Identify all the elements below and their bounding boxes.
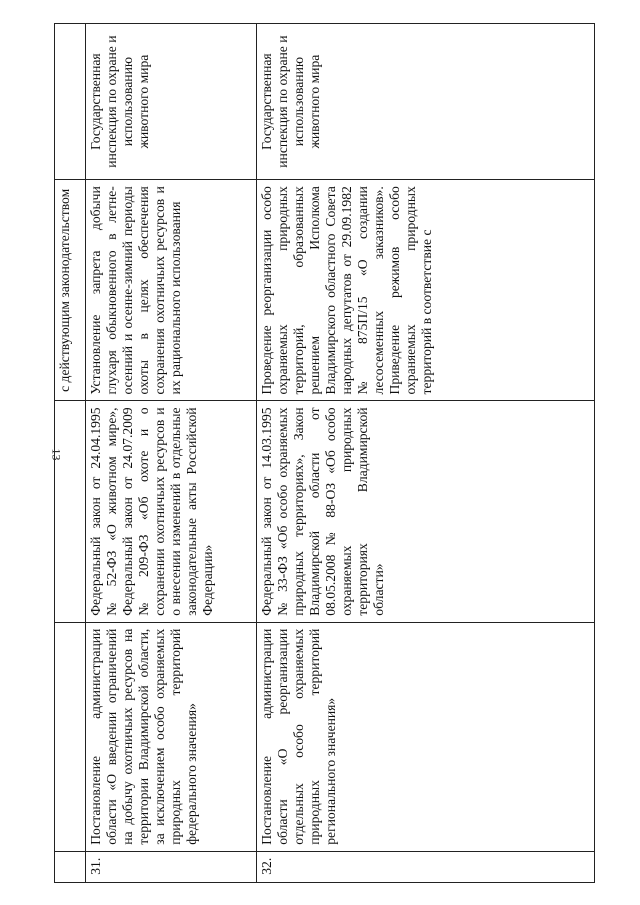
row-number: 32. <box>257 851 595 882</box>
page-number: 13 <box>49 448 64 461</box>
legal-basis-cell: Федеральный закон от 24.04.1995 № 52-ФЗ «О животном мире», Федеральный закон от 24.07.2009 № 209-ФЗ «Об охоте и о сохранении охотничьих ресурсов и о внесении изменений в отдельные законодательные акты Российской Федерации» <box>86 401 257 622</box>
document-title-cell: Постановление администрации области «О реорганизации отдельных особо охраняемых природных территорий регионального значения» <box>257 622 595 851</box>
content-cell: Установление запрета добычи глухаря обыкновенного в летне-осенний и осенне-зимний периоды охоты в целях обеспечения сохранения охотничьих ресурсов и их рационального использования <box>86 180 257 401</box>
content-cell: Проведение реорганизации особо охраняемых природных территорий, образованных решением Исполкома Владимирского областного Совета народных депутатов от 29.09.1982 № 875П/15 «О создании лесосеменных заказников». Приведение режимов особо охраняемых природных территорий в соответствие с <box>257 180 595 401</box>
document-title-cell: Постановление администрации области «О введении ограничений на добычу охотничьих ресурсов на территории Владимирской области, за исключением особо охраняемых природных территорий федерального значения» <box>86 622 257 851</box>
header-cell-empty <box>55 622 86 851</box>
header-cell-empty <box>55 851 86 882</box>
legal-basis-cell: Федеральный закон от 14.03.1995 № 33-ФЗ «Об особо охраняемых природных территориях», Закон Владимирской области от 08.05.2008 № 88-ОЗ «Об особо охраняемых природных территориях Владимирской области» <box>257 401 595 622</box>
table-row <box>86 24 257 883</box>
document-table <box>54 23 595 883</box>
table-row <box>257 24 595 883</box>
responsible-cell: Государственная инспекция по охране и использованию животного мира <box>86 24 257 180</box>
header-cell-empty <box>55 401 86 622</box>
row-number: 31. <box>86 851 257 882</box>
rotated-table-page <box>54 23 595 883</box>
header-status-cell: с действующим законодательством <box>55 180 86 401</box>
header-cell-empty <box>55 24 86 180</box>
responsible-cell: Государственная инспекция по охране и использованию животного мира <box>257 24 595 180</box>
table-header-row <box>55 24 86 883</box>
